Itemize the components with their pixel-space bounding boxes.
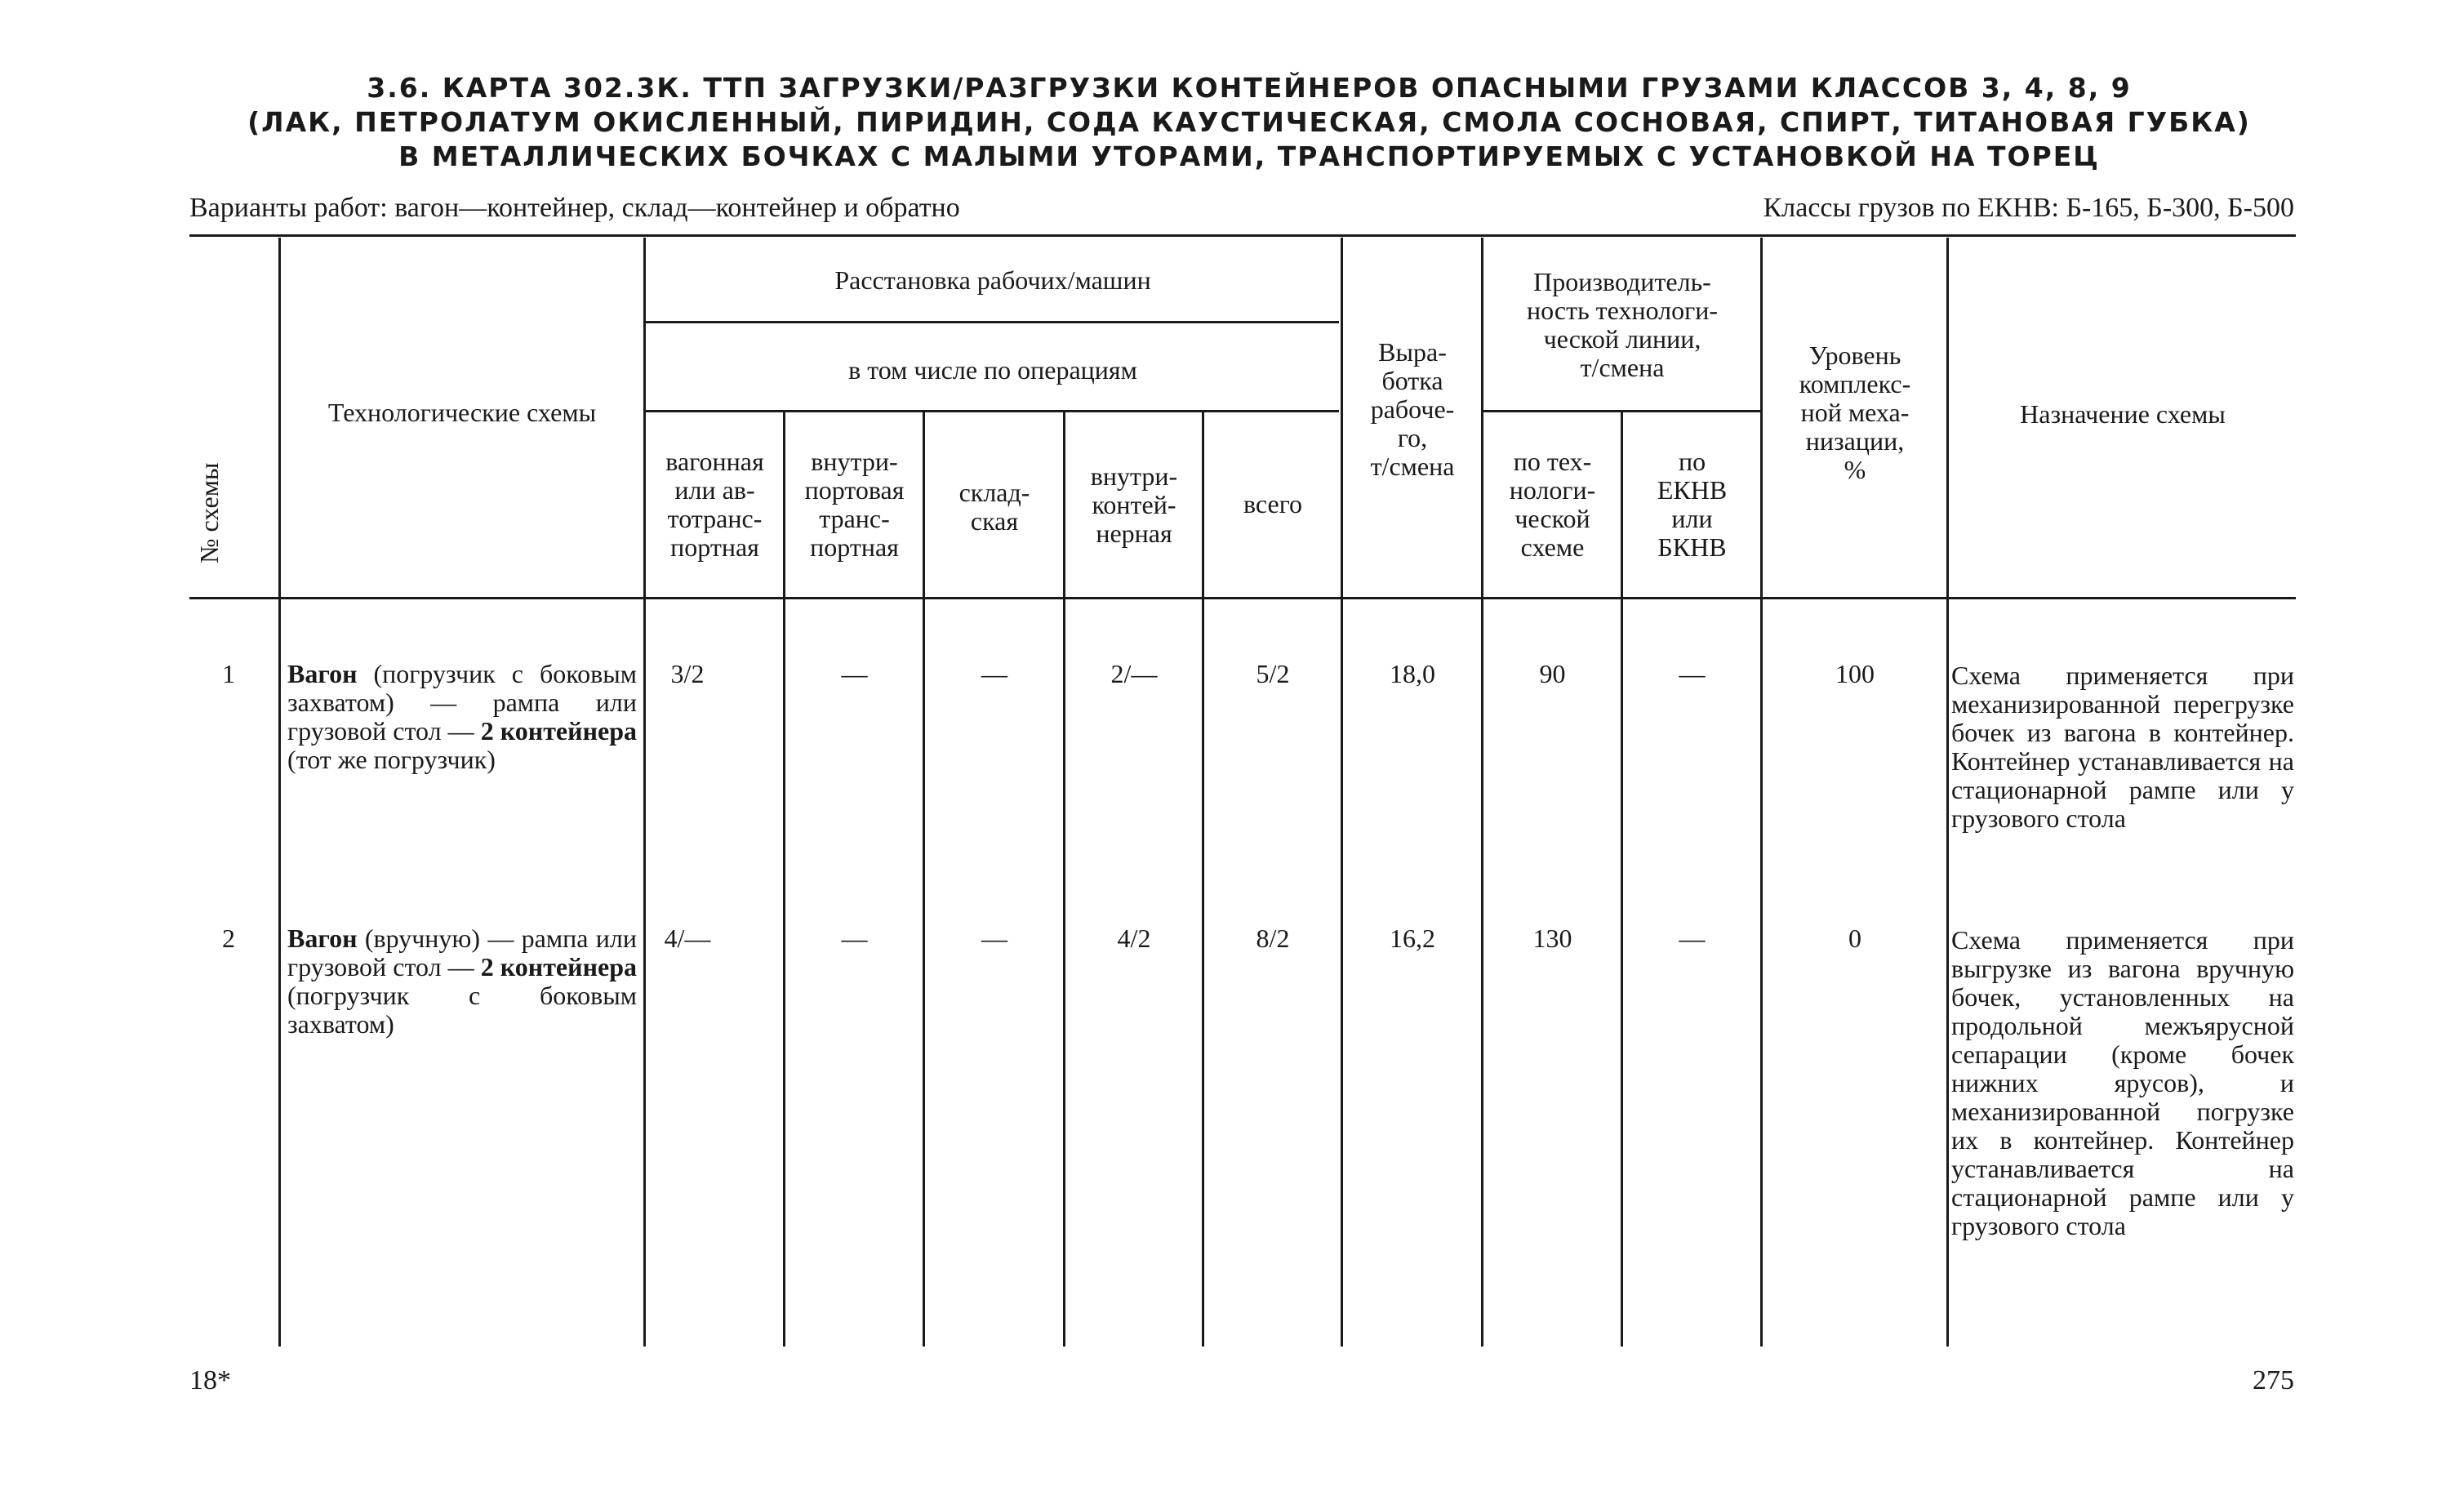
- col-header-output-l5: т/смена: [1370, 452, 1455, 481]
- scheme-start: Вагон: [287, 924, 358, 953]
- cell-mech-level: 100: [1835, 659, 1875, 688]
- scheme-end: (тот же погрузчик): [287, 745, 496, 774]
- col-header-intra-l4: портная: [810, 532, 899, 562]
- scheme-description: [287, 924, 637, 1039]
- col-header-scheme: Технологические схемы: [327, 398, 597, 427]
- cell-prod-tech: 90: [1539, 659, 1566, 688]
- col-header-level-l2: комплекс-: [1799, 369, 1911, 398]
- col-header-prod-l3: ческой линии,: [1543, 324, 1701, 354]
- col-header-prod-ekhv-l3: или: [1671, 504, 1713, 533]
- col-divider-4: [923, 412, 925, 1347]
- col-header-intra-l3: транс-: [819, 504, 890, 533]
- cell-prod-tech: 130: [1532, 924, 1572, 953]
- col-header-wagon-l4: портная: [670, 532, 759, 562]
- cell-purpose: Схема применяется при выгрузке из вагона вручную бочек, установленных на продольной межъярусной сепарации (кроме бочек нижних ярусов), и механизированной погрузке их в контейнер. Контейнер устанавливается на стационарной рампе или у грузового стола: [1951, 925, 2294, 1240]
- col-header-store-l1: склад-: [958, 478, 1030, 507]
- col-header-prod-ekhv-l4: БКНВ: [1657, 532, 1727, 562]
- col-header-by-ops: в том числе по операциям: [848, 355, 1137, 385]
- col-header-store: [926, 479, 1063, 536]
- col-header-level-l5: %: [1844, 455, 1866, 484]
- col-header-prod-ekhv: [1624, 447, 1760, 562]
- col-divider-7: [1341, 238, 1343, 1347]
- col-header-wagon-l3: тотранс-: [667, 504, 763, 533]
- col-header-level-l3: ной меха-: [1800, 398, 1910, 427]
- col-header-wagon-l2: или ав-: [674, 475, 755, 505]
- col-divider-9: [1621, 412, 1623, 1347]
- cell-total: 8/2: [1256, 924, 1290, 953]
- scheme-middle: (вручную) — рампа или грузовой стол —: [287, 924, 637, 982]
- col-header-store-l2: ская: [970, 506, 1019, 536]
- cell-wagon: 4/—: [664, 924, 711, 953]
- col-divider-11: [1946, 238, 1949, 1347]
- col-divider-3: [783, 412, 785, 1347]
- col-header-mech-level: [1763, 341, 1946, 484]
- scheme-start: Вагон: [287, 659, 358, 688]
- col-header-prod-tech-l4: схеме: [1520, 532, 1585, 562]
- cell-output: 16,2: [1390, 924, 1435, 953]
- col-header-wagon: [647, 447, 783, 562]
- col-header-level-l1: Уровень: [1808, 341, 1901, 370]
- col-header-productivity: [1484, 268, 1760, 382]
- table-top-rule: [189, 234, 2296, 237]
- col-header-prod-tech-l3: ческой: [1514, 504, 1590, 533]
- cell-wagon: 3/2: [670, 659, 705, 688]
- col-header-placement: Расстановка рабочих/машин: [834, 265, 1151, 295]
- row-number: 1: [222, 659, 235, 688]
- scheme-target: 2 контейнера: [480, 716, 638, 746]
- col-header-incont-l2: контей-: [1092, 490, 1176, 519]
- col-header-prod-l2: ность технологи-: [1526, 296, 1719, 325]
- col-header-incont-l1: внутри-: [1090, 461, 1178, 491]
- col-header-prod-ekhv-l2: ЕКНВ: [1657, 475, 1728, 505]
- col-divider-10: [1760, 238, 1763, 1347]
- cell-purpose: Схема применяется при механизированной перегрузке бочек из вагона в контейнер. Контейнер устанавливается на стационарной рампе или у грузового стола: [1951, 661, 2294, 833]
- scheme-description: [287, 660, 637, 774]
- col-header-prod-tech-l2: нологи-: [1509, 475, 1596, 505]
- col-divider-2: [643, 238, 646, 1347]
- cell-prod-ekhv: —: [1679, 659, 1706, 688]
- cell-total: 5/2: [1256, 659, 1290, 688]
- col-header-prod-ekhv-l1: по: [1678, 447, 1706, 476]
- col-header-output-l2: ботка: [1381, 366, 1443, 395]
- col-header-output-l1: Выра-: [1378, 337, 1447, 367]
- cargo-classes: Классы грузов по ЕКНВ: Б-165, Б-300, Б-500: [1763, 193, 2294, 223]
- col-header-output-l3: рабоче-: [1370, 394, 1455, 424]
- col-header-intra: [786, 447, 923, 562]
- cell-incont: 4/2: [1117, 924, 1151, 953]
- cell-intra: —: [841, 659, 868, 688]
- col-header-incont-l3: нерная: [1096, 519, 1172, 548]
- title-line-2: (ЛАК, ПЕТРОЛАТУМ ОКИСЛЕННЫЙ, ПИРИДИН, СОДА КАУСТИЧЕСКАЯ, СМОЛА СОСНОВАЯ, СПИРТ, ТИТАНОВАЯ ГУБКА): [247, 106, 2251, 138]
- ops-sub-rule: [645, 410, 1339, 412]
- page-number: 275: [2253, 1365, 2294, 1395]
- cell-intra: —: [841, 924, 868, 953]
- row-number: 2: [222, 924, 235, 953]
- title-line-1: 3.6. КАРТА 302.3К. ТТП ЗАГРУЗКИ/РАЗГРУЗКИ КОНТЕЙНЕРОВ ОПАСНЫМИ ГРУЗАМИ КЛАССОВ 3, 4, 8, 9: [367, 72, 2132, 104]
- col-header-prod-l1: Производитель-: [1533, 267, 1711, 296]
- col-header-level-l4: низации,: [1805, 426, 1905, 456]
- col-header-prod-tech: [1484, 447, 1621, 562]
- col-header-output-l4: го,: [1397, 423, 1428, 452]
- cell-store: —: [981, 659, 1007, 688]
- scheme-end: (погрузчик с боковым захватом): [287, 981, 637, 1039]
- work-variants: Варианты работ: вагон—контейнер, склад—контейнер и обратно: [189, 193, 960, 223]
- col-header-wagon-l1: вагонная: [665, 447, 764, 476]
- scheme-target: 2 контейнера: [480, 952, 638, 982]
- col-divider-6: [1202, 412, 1204, 1347]
- col-divider-1: [278, 238, 281, 1347]
- scheme-middle: (погрузчик с боковым захватом) — рампа или грузовой стол —: [287, 659, 637, 746]
- col-header-purpose: Назначение схемы: [2020, 399, 2226, 429]
- header-bottom-rule: [189, 597, 2296, 599]
- col-header-output: [1344, 338, 1481, 481]
- col-header-total: всего: [1243, 489, 1303, 519]
- col-header-number: № схемы: [194, 462, 224, 563]
- footer-mark: 18*: [189, 1365, 231, 1395]
- col-header-intra-l1: внутри-: [811, 447, 898, 476]
- title-line-3: В МЕТАЛЛИЧЕСКИХ БОЧКАХ С МАЛЫМИ УТОРАМИ, ТРАНСПОРТИРУЕМЫХ С УСТАНОВКОЙ НА ТОРЕЦ: [398, 140, 2100, 172]
- col-header-incont: [1066, 462, 1202, 548]
- cell-store: —: [981, 924, 1007, 953]
- col-divider-5: [1063, 412, 1065, 1347]
- placement-sub-rule: [645, 321, 1339, 323]
- col-header-intra-l2: портовая: [804, 475, 905, 505]
- cell-incont: 2/—: [1110, 659, 1158, 688]
- cell-prod-ekhv: —: [1679, 924, 1706, 953]
- cell-output: 18,0: [1390, 659, 1435, 688]
- col-header-prod-l4: т/смена: [1580, 353, 1665, 382]
- cell-mech-level: 0: [1848, 924, 1861, 953]
- col-divider-8: [1481, 238, 1483, 1347]
- col-header-prod-tech-l1: по тех-: [1513, 447, 1592, 476]
